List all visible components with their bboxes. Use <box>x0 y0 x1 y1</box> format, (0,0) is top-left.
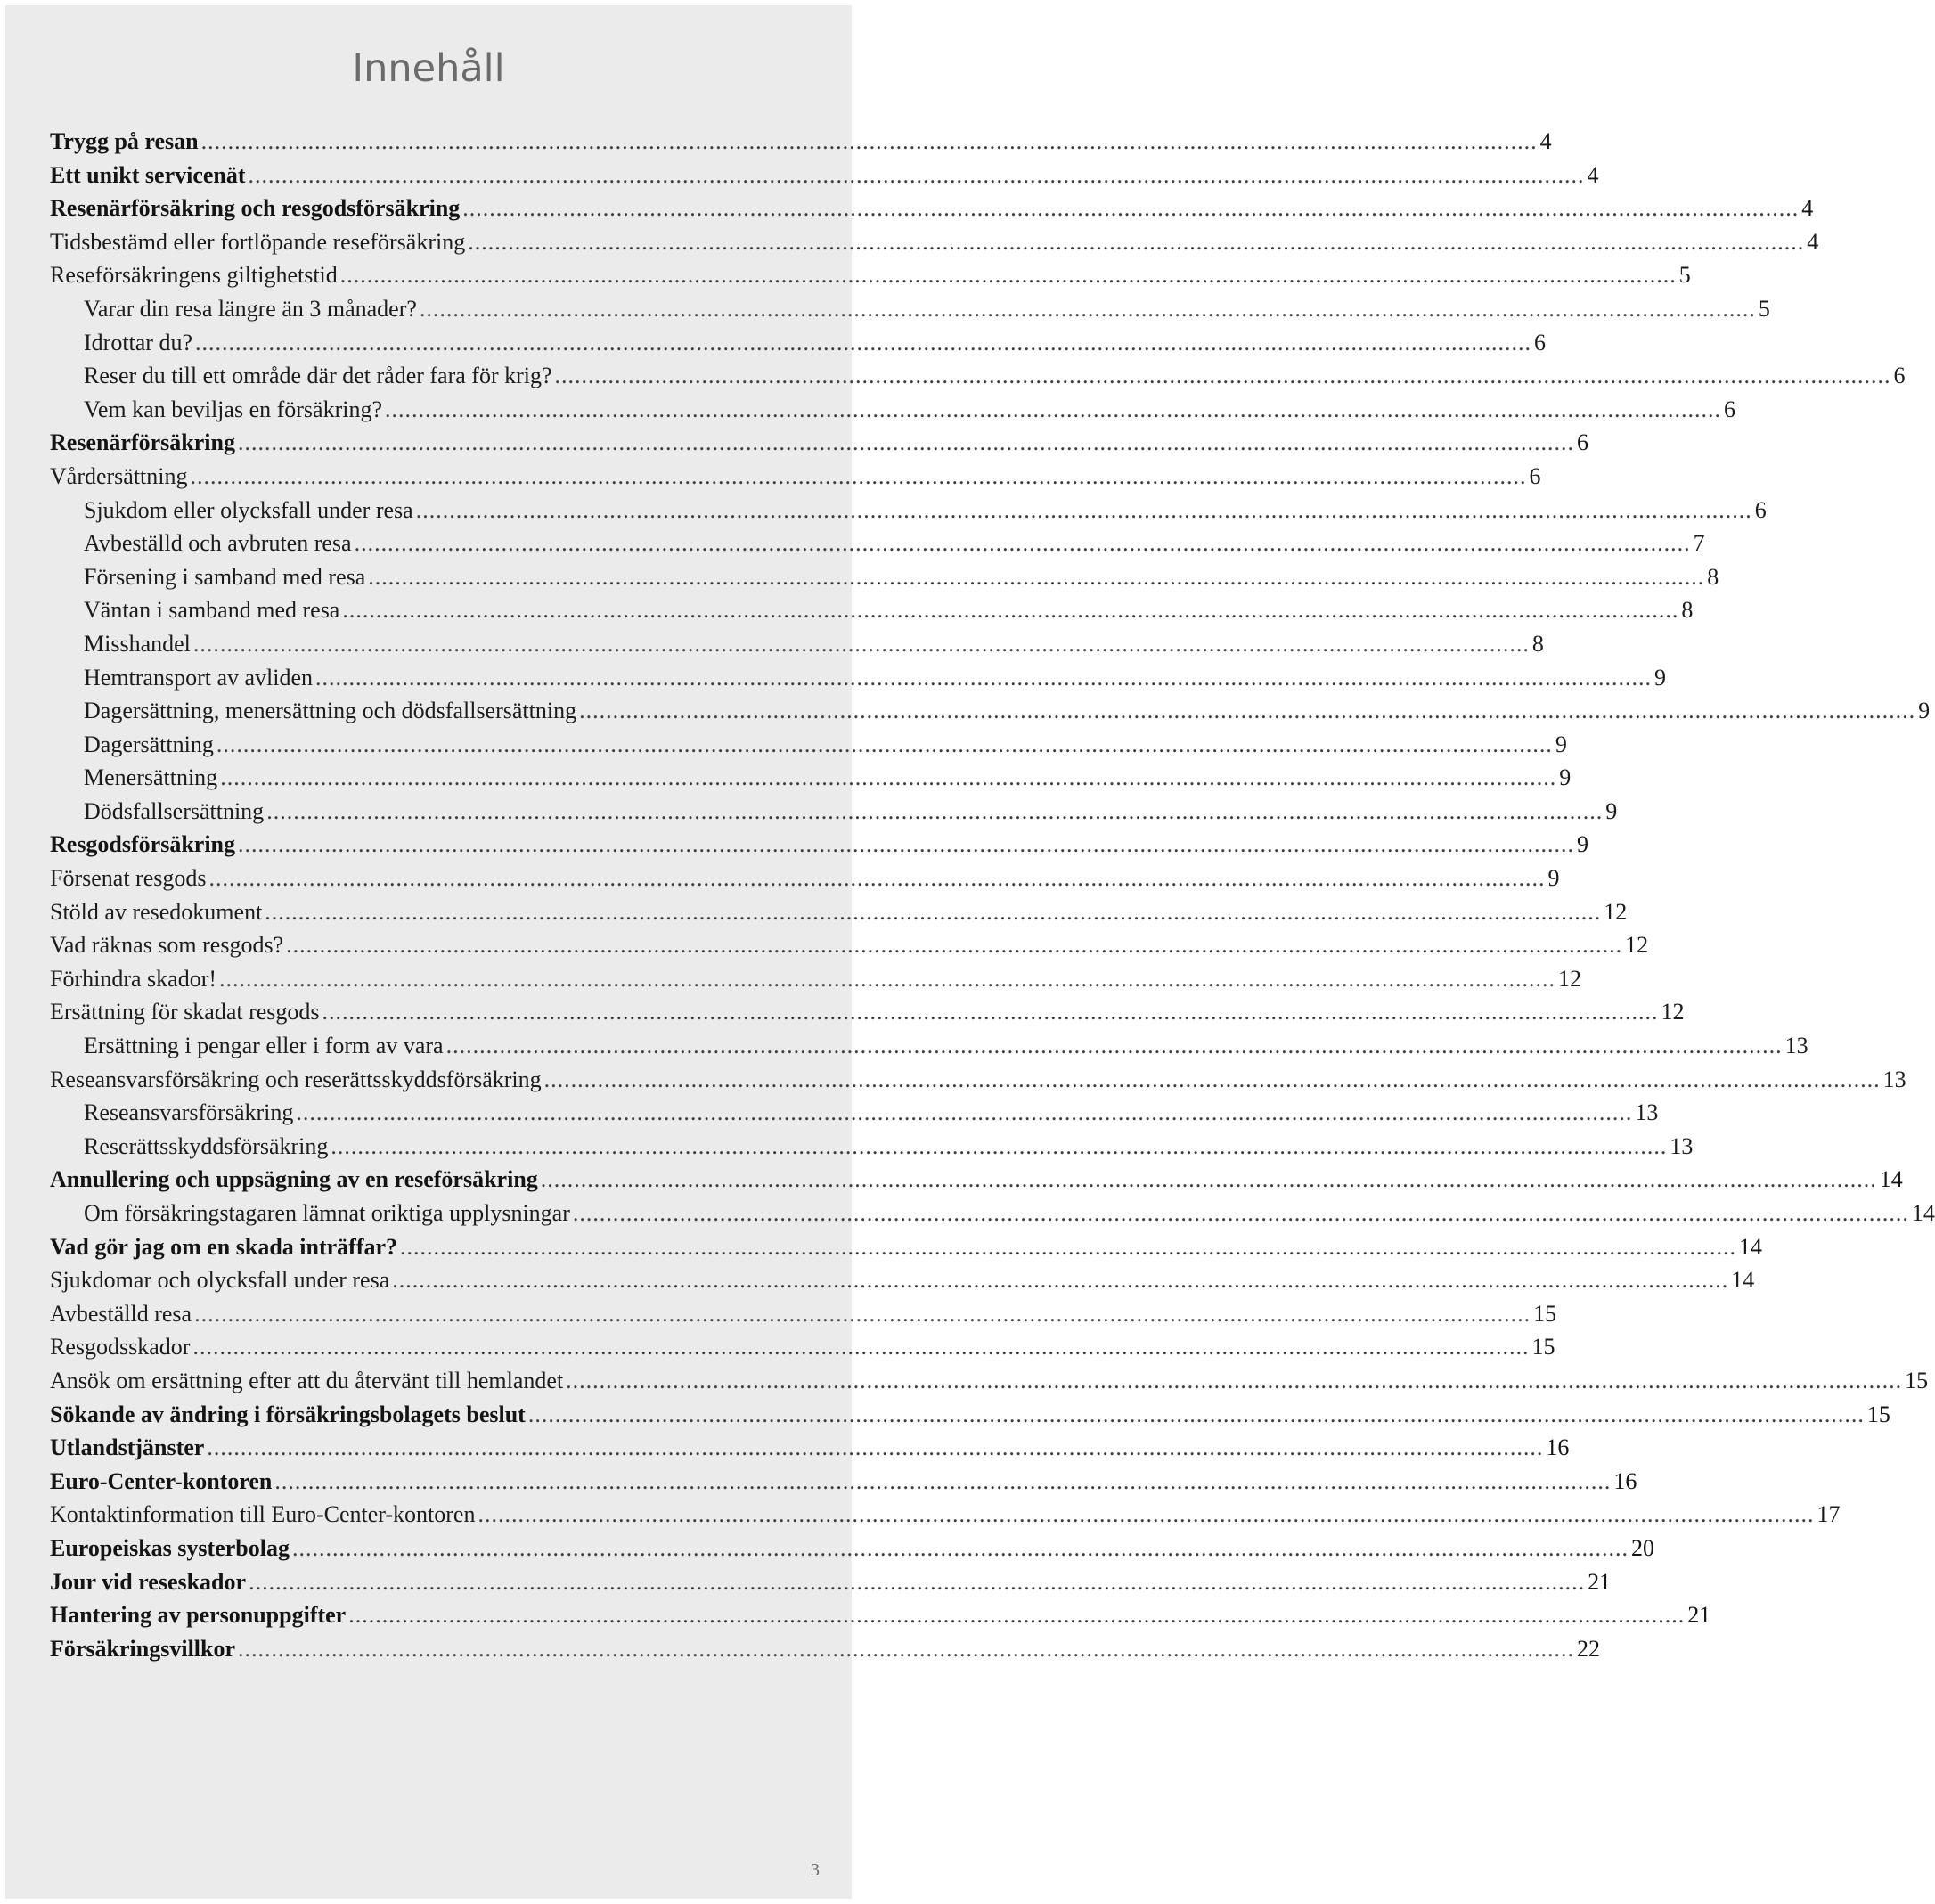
toc-entry-page: 8 <box>1707 563 1719 590</box>
page-title: Innehåll <box>352 46 505 91</box>
toc-entry-label: Förhindra skador! <box>50 965 217 992</box>
toc-entry-page: 9 <box>1559 764 1572 791</box>
toc-entry[interactable] <box>50 1099 1659 1133</box>
toc-entry-page: 22 <box>1577 1635 1601 1662</box>
toc-entry-page: 8 <box>1681 597 1694 624</box>
toc-entry-page: 6 <box>1534 329 1547 355</box>
toc-entry[interactable] <box>50 731 1567 765</box>
toc-entry-page: 4 <box>1801 195 1814 222</box>
toc-entry[interactable] <box>50 999 1685 1033</box>
dot-leader: ........................................................................................................................................................................................................ <box>572 1200 1909 1226</box>
dot-leader: ........................................................................................................................................................................................................ <box>392 1267 1729 1294</box>
dot-leader: ........................................................................................................................................................................................................ <box>315 664 1653 691</box>
toc-entry-label: Hemtransport av avliden <box>84 664 314 691</box>
dot-leader: ........................................................................................................................................................................................................ <box>194 1300 1531 1327</box>
toc-entry[interactable] <box>50 1267 1755 1301</box>
toc-entry[interactable] <box>50 1501 1841 1535</box>
page-number: 3 <box>811 1860 820 1880</box>
toc-entry-page: 12 <box>1661 999 1685 1026</box>
toc-entry[interactable] <box>50 1300 1557 1335</box>
dot-leader: ........................................................................................................................................................................................................ <box>296 1099 1633 1126</box>
toc-entry[interactable] <box>50 831 1589 865</box>
toc-entry-page: 14 <box>1911 1200 1935 1226</box>
toc-entry-page: 13 <box>1784 1033 1808 1059</box>
toc-entry-page: 6 <box>1576 429 1588 456</box>
dot-leader: ........................................................................................................................................................................................................ <box>354 530 1691 557</box>
toc-entry-label: Reseförsäkringens giltighetstid <box>50 262 338 289</box>
toc-entry[interactable] <box>50 1568 1612 1603</box>
toc-entry[interactable] <box>50 228 1819 263</box>
toc-entry-label: Jour vid reseskador <box>50 1568 247 1595</box>
toc-entry-page: 6 <box>1529 462 1541 489</box>
toc-entry[interactable] <box>50 1033 1808 1066</box>
dot-leader: ........................................................................................................................................................................................................ <box>368 563 1705 590</box>
toc-entry-label: Vad räknas som resgods? <box>50 932 284 959</box>
toc-entry[interactable] <box>50 396 1736 430</box>
toc-entry-label: Sökande av ändring i försäkringsbolagets beslut <box>50 1401 526 1427</box>
toc-entry-label: Reseansvarsförsäkring <box>84 1099 294 1126</box>
toc-entry[interactable] <box>50 597 1694 631</box>
toc-entry[interactable] <box>50 1602 1711 1636</box>
toc-entry[interactable] <box>50 965 1582 1000</box>
toc-entry[interactable] <box>50 363 1906 396</box>
toc-entry[interactable] <box>50 1233 1763 1268</box>
dot-leader: ........................................................................................................................................................................................................ <box>274 1467 1612 1494</box>
toc-entry-label: Varar din resa längre än 3 månader? <box>84 295 417 322</box>
toc-entry-page: 9 <box>1654 664 1667 691</box>
toc-entry-label: Vad gör jag om en skada inträffar? <box>50 1233 398 1260</box>
toc-entry[interactable] <box>50 462 1541 497</box>
toc-entry-label: Försäkringsvillkor <box>50 1635 236 1662</box>
dot-leader: ........................................................................................................................................................................................................ <box>445 1033 1783 1059</box>
toc-entry-page: 5 <box>1678 262 1691 289</box>
table-of-contents <box>50 128 1935 1669</box>
toc-entry-page: 7 <box>1693 530 1705 557</box>
toc-entry-label: Annullering och uppsägning av en reseförsäkring <box>50 1166 538 1193</box>
toc-entry[interactable] <box>50 1635 1601 1670</box>
toc-entry-label: Reseansvarsförsäkring och reserättsskyddsförsäkring <box>50 1066 542 1092</box>
toc-page <box>5 5 1935 1899</box>
dot-leader: ........................................................................................................................................................................................................ <box>419 295 1756 322</box>
dot-leader: ........................................................................................................................................................................................................ <box>220 764 1557 791</box>
dot-leader: ........................................................................................................................................................................................................ <box>331 1132 1668 1159</box>
dot-leader: ........................................................................................................................................................................................................ <box>219 965 1556 992</box>
dot-leader: ........................................................................................................................................................................................................ <box>207 1434 1544 1461</box>
toc-entry-label: Sjukdomar och olycksfall under resa <box>50 1267 390 1294</box>
toc-entry-page: 16 <box>1613 1467 1637 1494</box>
toc-entry-label: Resgodsskador <box>50 1334 191 1361</box>
toc-entry-label: Dagersättning, menersättning och dödsfallsersättning <box>84 698 577 724</box>
dot-leader: ........................................................................................................................................................................................................ <box>468 228 1805 255</box>
toc-entry-page: 12 <box>1625 932 1649 959</box>
toc-entry-label: Hantering av personuppgifter <box>50 1602 347 1629</box>
toc-entry-label: Vem kan beviljas en försäkring? <box>84 396 383 422</box>
toc-entry-page: 6 <box>1893 363 1906 389</box>
dot-leader: ........................................................................................................................................................................................................ <box>248 161 1585 188</box>
dot-leader: ........................................................................................................................................................................................................ <box>385 396 1722 422</box>
dot-leader: ........................................................................................................................................................................................................ <box>291 1534 1629 1561</box>
toc-entry-page: 15 <box>1905 1367 1929 1393</box>
toc-entry-page: 9 <box>1918 698 1931 724</box>
toc-entry-page: 13 <box>1635 1099 1659 1126</box>
toc-entry-page: 15 <box>1533 1300 1557 1327</box>
toc-entry-label: Ersättning för skadat resgods <box>50 999 320 1026</box>
toc-entry-label: Euro-Center-kontoren <box>50 1467 273 1494</box>
toc-entry[interactable] <box>50 563 1719 598</box>
toc-entry-label: Om försäkringstagaren lämnat oriktiga upplysningar <box>84 1200 570 1226</box>
toc-entry-label: Menersättning <box>84 764 218 791</box>
toc-entry-page: 8 <box>1531 630 1544 657</box>
toc-entry-label: Väntan i samband med resa <box>84 597 340 624</box>
toc-entry[interactable] <box>50 1434 1570 1468</box>
dot-leader: ........................................................................................................................................................................................................ <box>286 932 1623 959</box>
toc-entry-label: Dagersättning <box>84 731 214 757</box>
toc-entry[interactable] <box>50 161 1599 196</box>
toc-entry[interactable] <box>50 764 1572 798</box>
toc-entry-page: 21 <box>1687 1602 1711 1629</box>
toc-entry-label: Reser du till ett område där det råder fara för krig? <box>84 363 552 389</box>
toc-entry-page: 21 <box>1588 1568 1612 1595</box>
toc-entry-label: Försenat resgods <box>50 865 207 892</box>
toc-entry-page: 13 <box>1670 1132 1694 1159</box>
toc-entry-label: Tidsbestämd eller fortlöpande reseförsäkring <box>50 228 466 255</box>
toc-entry[interactable] <box>50 1066 1906 1100</box>
toc-entry[interactable] <box>50 630 1544 665</box>
dot-leader: ........................................................................................................................................................................................................ <box>462 195 1800 222</box>
toc-entry-label: Trygg på resan <box>50 128 199 154</box>
toc-entry-page: 13 <box>1882 1066 1906 1092</box>
dot-leader: ........................................................................................................................................................................................................ <box>266 797 1604 824</box>
toc-entry[interactable] <box>50 128 1552 162</box>
dot-leader: ........................................................................................................................................................................................................ <box>322 999 1659 1026</box>
toc-entry-label: Kontaktinformation till Euro-Center-kontoren <box>50 1501 476 1528</box>
toc-entry-page: 4 <box>1587 161 1599 188</box>
dot-leader: ........................................................................................................................................................................................................ <box>579 698 1916 724</box>
toc-entry-page: 12 <box>1604 898 1628 925</box>
toc-entry[interactable] <box>50 932 1649 966</box>
toc-entry-page: 6 <box>1754 496 1767 523</box>
toc-entry-label: Resenärförsäkring och resgodsförsäkring <box>50 195 461 222</box>
toc-entry[interactable] <box>50 664 1667 699</box>
toc-entry-label: Försening i samband med resa <box>84 563 366 590</box>
toc-entry[interactable] <box>50 329 1547 364</box>
toc-entry[interactable] <box>50 1200 1935 1234</box>
toc-entry[interactable] <box>50 1467 1637 1502</box>
toc-entry-label: Stöld av resedokument <box>50 898 263 925</box>
toc-entry[interactable] <box>50 898 1628 933</box>
toc-entry-label: Dödsfallsersättning <box>84 797 265 824</box>
toc-entry-page: 9 <box>1555 731 1567 757</box>
dot-leader: ........................................................................................................................................................................................................ <box>192 630 1530 657</box>
toc-entry[interactable] <box>50 1401 1890 1435</box>
dot-leader: ........................................................................................................................................................................................................ <box>566 1367 1903 1393</box>
dot-leader: ........................................................................................................................................................................................................ <box>415 496 1752 523</box>
dot-leader: ........................................................................................................................................................................................................ <box>192 1334 1530 1361</box>
toc-entry[interactable] <box>50 1334 1555 1368</box>
toc-entry[interactable] <box>50 797 1618 832</box>
toc-entry-page: 9 <box>1605 797 1618 824</box>
dot-leader: ........................................................................................................................................................................................................ <box>543 1066 1881 1092</box>
toc-entry-label: Reserättsskyddsförsäkring <box>84 1132 329 1159</box>
toc-entry-label: Ett unikt servicenät <box>50 161 246 188</box>
toc-entry[interactable] <box>50 1166 1903 1200</box>
dot-leader: ........................................................................................................................................................................................................ <box>342 597 1679 624</box>
dot-leader: ........................................................................................................................................................................................................ <box>554 363 1891 389</box>
toc-entry-page: 15 <box>1866 1401 1890 1427</box>
toc-entry-page: 6 <box>1724 396 1736 422</box>
toc-entry[interactable] <box>50 195 1814 229</box>
toc-entry-label: Ersättning i pengar eller i form av vara <box>84 1033 444 1059</box>
dot-leader: ........................................................................................................................................................................................................ <box>238 831 1575 858</box>
toc-entry-page: 4 <box>1539 128 1552 154</box>
toc-entry-page: 12 <box>1558 965 1582 992</box>
toc-entry-page: 16 <box>1546 1434 1570 1461</box>
dot-leader: ........................................................................................................................................................................................................ <box>238 1635 1575 1662</box>
toc-entry-label: Avbeställd och avbruten resa <box>84 530 352 557</box>
toc-entry[interactable] <box>50 865 1560 899</box>
toc-entry-label: Utlandstjänster <box>50 1434 205 1461</box>
toc-entry-label: Misshandel <box>84 630 191 657</box>
toc-entry[interactable] <box>50 496 1767 531</box>
dot-leader: ........................................................................................................................................................................................................ <box>527 1401 1865 1427</box>
toc-entry[interactable] <box>50 698 1931 731</box>
toc-entry-label: Resenärförsäkring <box>50 429 235 456</box>
dot-leader: ........................................................................................................................................................................................................ <box>200 128 1538 154</box>
toc-entry[interactable] <box>50 295 1770 330</box>
dot-leader: ........................................................................................................................................................................................................ <box>400 1233 1737 1260</box>
dot-leader: ........................................................................................................................................................................................................ <box>348 1602 1686 1629</box>
dot-leader: ........................................................................................................................................................................................................ <box>265 898 1602 925</box>
toc-entry-page: 15 <box>1531 1334 1555 1361</box>
toc-entry[interactable] <box>50 1367 1929 1401</box>
toc-entry[interactable] <box>50 530 1705 564</box>
dot-leader: ........................................................................................................................................................................................................ <box>339 262 1677 289</box>
toc-entry-label: Avbeställd resa <box>50 1300 192 1327</box>
dot-leader: ........................................................................................................................................................................................................ <box>249 1568 1586 1595</box>
toc-entry-page: 5 <box>1758 295 1770 322</box>
toc-entry-page: 20 <box>1630 1534 1654 1561</box>
toc-entry[interactable] <box>50 1534 1654 1569</box>
dot-leader: ........................................................................................................................................................................................................ <box>208 865 1546 892</box>
toc-entry-page: 9 <box>1577 831 1589 858</box>
toc-entry[interactable] <box>50 262 1691 296</box>
dot-leader: ........................................................................................................................................................................................................ <box>216 731 1553 757</box>
dot-leader: ........................................................................................................................................................................................................ <box>540 1166 1877 1193</box>
toc-entry-page: 14 <box>1879 1166 1903 1193</box>
dot-leader: ........................................................................................................................................................................................................ <box>190 462 1527 489</box>
toc-entry-page: 14 <box>1731 1267 1755 1294</box>
toc-entry-page: 4 <box>1807 228 1819 255</box>
toc-entry[interactable] <box>50 429 1588 463</box>
toc-entry-label: Sjukdom eller olycksfall under resa <box>84 496 413 523</box>
toc-entry[interactable] <box>50 1132 1694 1167</box>
toc-entry-label: Vårdersättning <box>50 462 188 489</box>
dot-leader: ........................................................................................................................................................................................................ <box>237 429 1574 456</box>
toc-entry-label: Resgodsförsäkring <box>50 831 236 858</box>
dot-leader: ........................................................................................................................................................................................................ <box>195 329 1532 355</box>
toc-entry-page: 14 <box>1739 1233 1763 1260</box>
toc-entry-label: Europeiskas systerbolag <box>50 1534 290 1561</box>
toc-entry-label: Ansök om ersättning efter att du återvänt till hemlandet <box>50 1367 564 1393</box>
toc-entry-label: Idrottar du? <box>84 329 193 355</box>
dot-leader: ........................................................................................................................................................................................................ <box>478 1501 1815 1528</box>
toc-entry-page: 9 <box>1547 865 1560 892</box>
toc-entry-page: 17 <box>1817 1501 1841 1528</box>
